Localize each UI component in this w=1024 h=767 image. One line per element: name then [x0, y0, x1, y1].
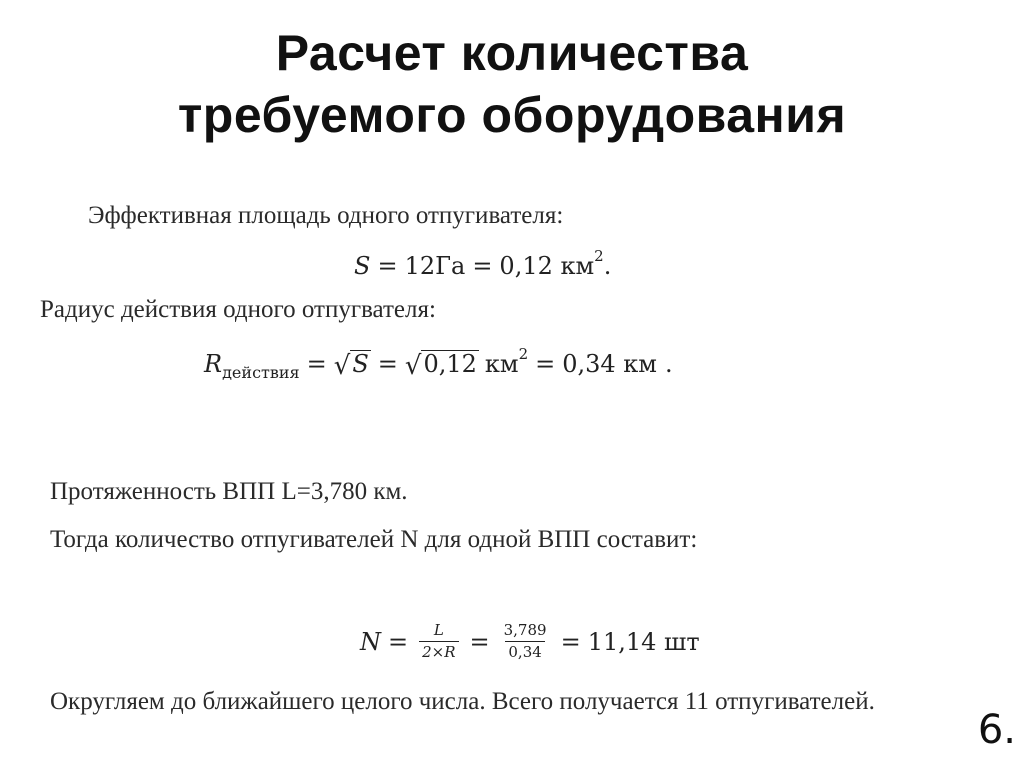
radical-sign: √ [333, 350, 351, 381]
sqrt-s [334, 350, 371, 379]
area-formula [354, 247, 612, 280]
radius-symbol: R [204, 350, 223, 379]
count-intro-text: Тогда количество отпугивателей N для одной ВПП составит: [50, 526, 698, 553]
radius-result: 0,34 км [562, 350, 657, 379]
count-result: 11,14 шт [587, 627, 700, 656]
sqrt-value [405, 350, 479, 379]
equals-sign: = [388, 627, 409, 656]
equals-sign: = [377, 252, 398, 280]
sqrt-radicand-s: S [352, 350, 369, 378]
fraction-numeric [501, 622, 550, 662]
count-formula [360, 622, 700, 662]
effective-area-text: Эффективная площадь одного отпугивателя: [88, 202, 564, 229]
exponent: 2 [594, 247, 604, 265]
count-symbol: N [360, 627, 381, 656]
fraction-symbolic [419, 622, 458, 662]
radius-formula [204, 345, 673, 382]
equals-sign: = [472, 252, 493, 280]
area-value-km: 0,12 км [499, 252, 595, 280]
fraction-numerator: 3,789 [503, 621, 547, 639]
radius-subscript: действия [222, 362, 300, 382]
equals-sign: = [560, 627, 581, 656]
fraction-denominator: 0,34 [505, 641, 544, 661]
conclusion-text: Округляем до ближайшего целого числа. Всего получается 11 отпугивателей. [50, 688, 875, 715]
radical-sign: √ [404, 350, 422, 381]
radius-text: Радиус действия одного отпугвателя: [40, 296, 436, 323]
period: . [664, 350, 673, 379]
sqrt-radicand-value: 0,12 [423, 350, 477, 378]
title-line-2: требуемого оборудования [177, 87, 847, 143]
period: . [603, 252, 612, 280]
equals-sign: = [469, 627, 490, 656]
equals-sign: = [377, 350, 398, 379]
area-symbol: S [354, 252, 371, 280]
area-value-ha: 12Га [404, 252, 466, 280]
equals-sign: = [306, 350, 327, 379]
runway-length-text: Протяженность ВПП L=3,780 км. [50, 478, 408, 505]
title-line-1: Расчет количества [275, 25, 749, 81]
page-number: 6. [977, 707, 1016, 753]
equals-sign: = [535, 350, 556, 379]
fraction-numerator: L [433, 621, 444, 639]
area-unit: км [484, 350, 519, 379]
exponent: 2 [518, 345, 529, 364]
slide-title [0, 22, 1024, 146]
fraction-denominator: 2×R [419, 641, 458, 661]
